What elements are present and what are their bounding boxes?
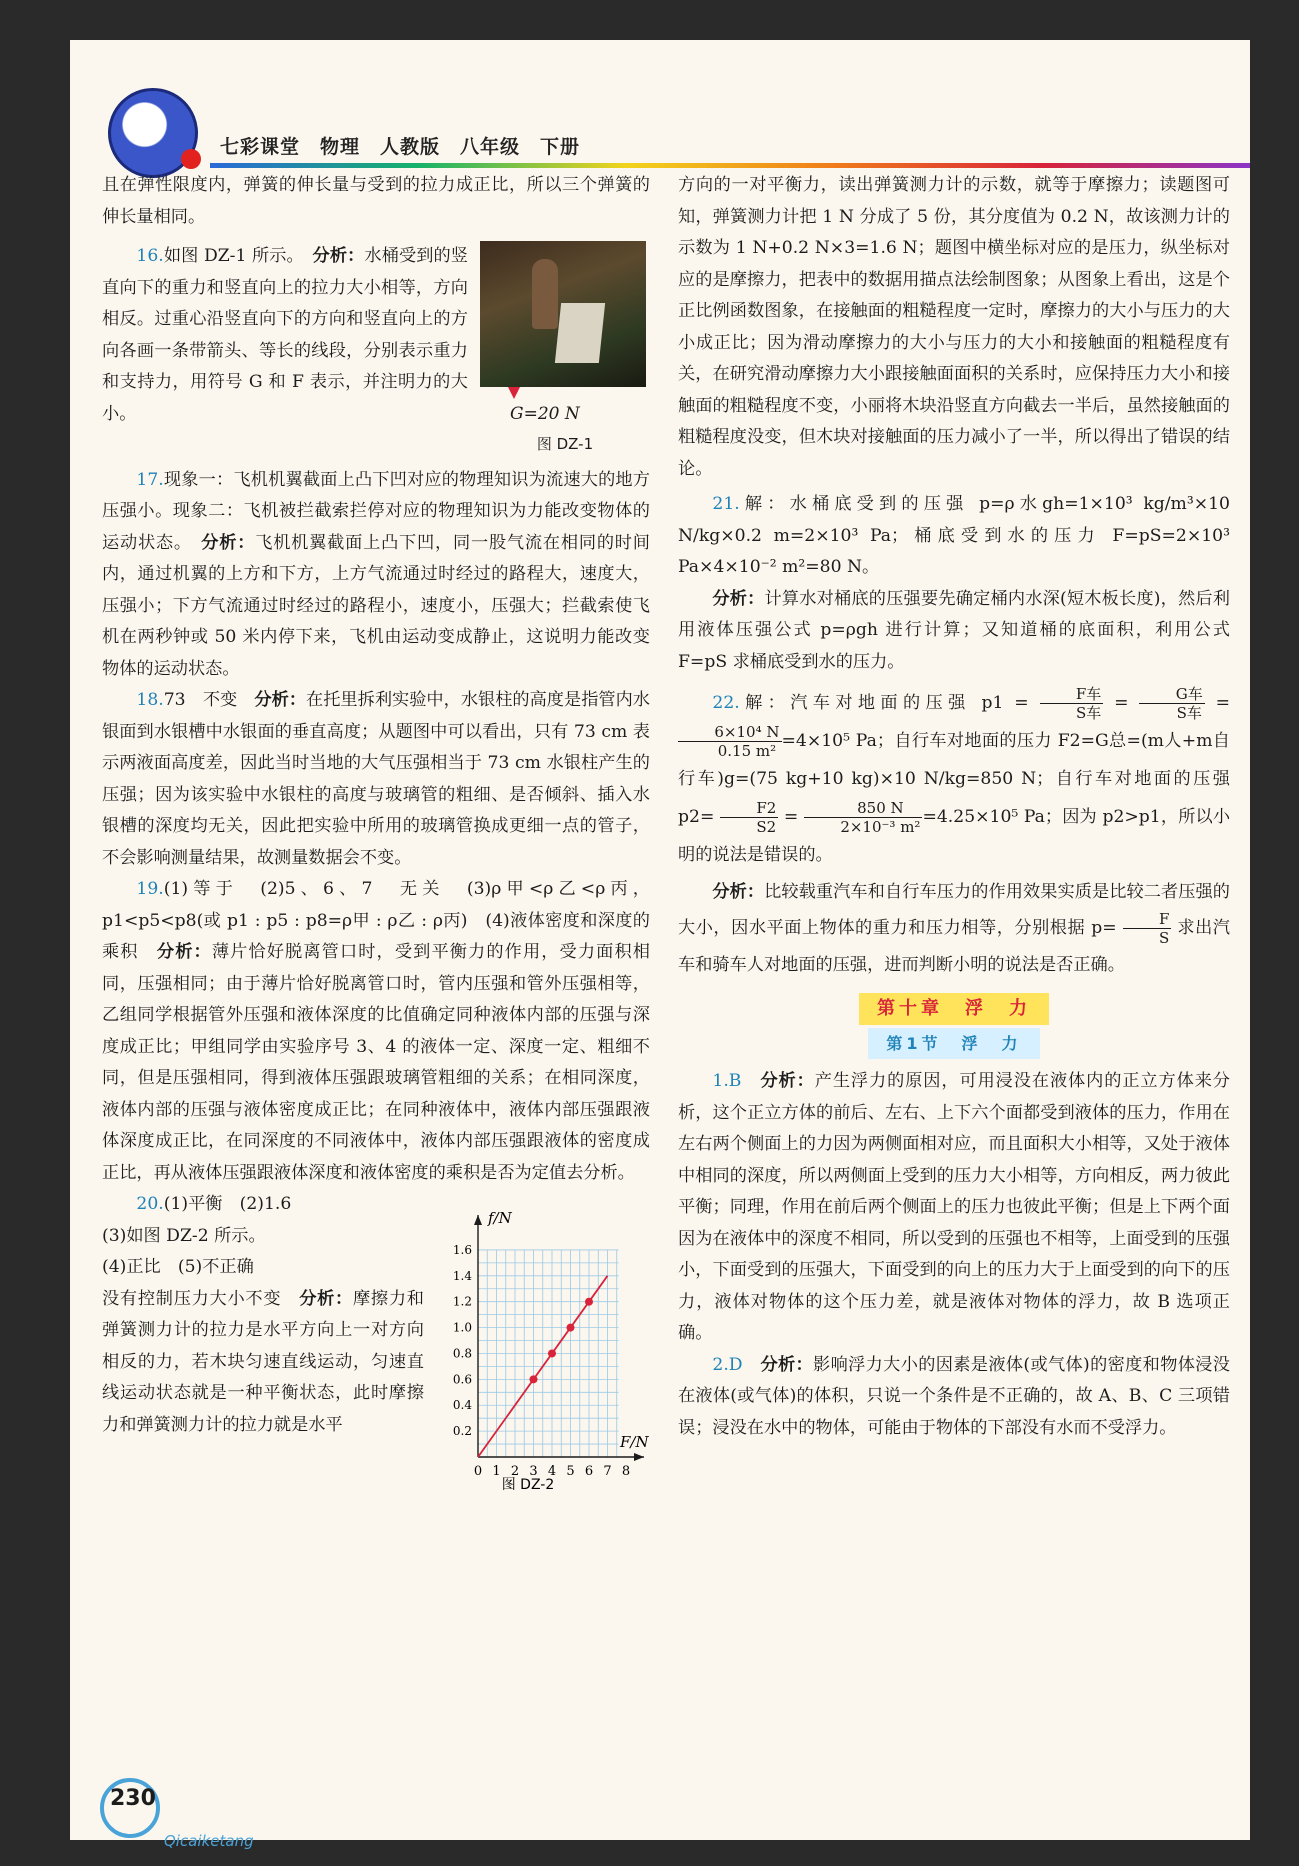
bucket-photo [480,241,646,387]
q22-frac4-top: F2 [720,799,778,818]
q20-line3: (4)正比 (5)不正确 [102,1257,254,1277]
x-tick-label: 2 [510,1464,520,1479]
q22-frac1-bottom: S车 [1075,704,1102,722]
header-title: 七彩课堂 物理 人教版 八年级 下册 [220,136,581,158]
page [70,40,1250,1850]
s1-number: 1.B [712,1071,742,1091]
gravity-arrow-icon [508,387,520,399]
q18-number: 18. [136,690,164,710]
y-tick-label: 1.2 [452,1294,472,1309]
y-tick-label: 1.6 [452,1242,472,1257]
q22-c: =4×10⁵ Pa；自行车对地面的压力 F2=G总=(m人+m自行车)g=(75 kg+10 kg)×10 N/kg=850 N；自行车对地面的压强 p2= [678,731,1230,827]
q20-analysis: 摩擦力和弹簧测力计的拉力是水平方向上一对方向相反的力，若木块匀速直线运动，匀速直线运动状态就是一种平衡状态，此时摩擦力和弹簧测力计的拉力就是水平 [102,1288,424,1435]
q22-frac4-bottom: S2 [756,818,777,836]
q22 [678,684,1230,874]
data-point [567,1324,575,1332]
data-point [548,1349,556,1357]
x-tick-label: 3 [529,1464,538,1479]
q22-frac2-top: G车 [1139,685,1204,704]
q18-analysis: 在托里拆利实验中，水银柱的高度是指管内水银面到水银槽中水银面的垂直高度；从题图中可以看出，只有 73 cm 表示两液面高度差，因此当时当地的大气压强相当于 73 cm 水银柱产生的压强；因为该实验中水银柱的高度与玻璃管的粗细、是否倾斜、插入水银槽的深度均无关，因此把实验中所用的玻璃管换成更细一点的管子，不会影响测量结果，故测量数据会不变。 [102,690,650,868]
q22-a: 解：汽车对地面的压强 p1 = [739,693,1029,713]
q22-analysis-block [678,874,1230,983]
q19-analysis-tag: 分析： [156,942,212,962]
q20-line2: (3)如图 DZ-2 所示。 [102,1225,266,1246]
s1-answer [678,1066,1230,1350]
q22-frac2-bottom: S车 [1176,704,1202,722]
q22-b: = [1215,693,1231,713]
x-axis-arrow-icon [634,1453,644,1461]
y-tick-label: 1.4 [452,1268,472,1283]
figure-dz2 [430,1189,650,1493]
chapter-title: 第十章 浮 力 [859,993,1049,1025]
q21-analysis: 计算水对桶底的压强要先确定桶内水深(短木板长度)，然后利用液体压强公式 p=ρgh 进行计算；又知道桶的底面积，利用公式 F=pS 求桶底受到水的压力。 [678,588,1230,672]
q22-frac6-top: F [1123,910,1172,929]
y-tick-label: 0.2 [452,1424,472,1439]
q21-analysis-tag: 分析： [712,588,765,609]
brand-text: Qicaiketang [164,1832,254,1850]
x-tick-label: 0 [473,1464,483,1479]
q22-eq2: = [783,807,799,827]
q22-frac6-bottom: S [1159,929,1170,947]
y-tick-label: 0.8 [452,1346,472,1361]
q22-analysis-a: 比较载重汽车和自行车压力的作用效果实质是比较二者压强的大小，因水平面上物体的重力和压力相等，分别根据 p= [678,882,1230,938]
q22-frac3-bottom: 0.15 m² [717,742,777,760]
q22-analysis-b: 求出汽车和骑车人对地面的压强，进而判断小明的说法是否正确。 [678,918,1230,975]
q16-analysis-tag: 分析： [312,246,365,266]
header [70,40,1250,160]
left-intro: 且在弹性限度内，弹簧的伸长量与受到的拉力成正比，所以三个弹簧的伸长量相同。 [102,175,650,227]
q21 [678,489,1230,584]
chart-caption: 图 DZ-2 [501,1477,555,1493]
data-point [585,1298,593,1306]
y-axis-arrow-icon [474,1215,482,1225]
fig1-caption: 图 DZ-1 [536,435,594,453]
q22-frac3-top: 6×10⁴ N [678,723,782,742]
q21-text: 解：水桶底受到的压强 p=ρ水gh=1×10³ kg/m³×10 N/kg×0.2 m=2×10³ Pa；桶底受到水的压力 F=pS=2×10³ Pa×4×10⁻² m²=80 N。 [678,494,1230,577]
q16-number: 16. [136,246,164,266]
q17 [102,465,650,686]
q18-analysis-tag: 分析： [254,690,307,710]
q20-line1: (1)平衡 (2)1.6 [163,1194,292,1214]
q22-d: =4.25×10⁵ Pa；因为 p2>p1，所以小明的说法是错误的。 [678,807,1231,865]
q22-frac5-bottom: 2×10⁻³ m² [840,818,921,836]
right-column [678,170,1230,1444]
q19-text: (1)等于 (2)5、6、7 无关 (3)ρ甲<ρ乙<ρ丙，p1<p5<p8(或 p1 : p5 : p8=ρ甲 : ρ乙 : ρ丙) (4)液体密度和深度的乘积 [102,879,650,962]
q22-eq: = [1114,693,1129,713]
s2-analysis: 影响浮力大小的因素是液体(或气体)的密度和物体浸没在液体(或气体)的体积，只说一个条件是不正确的，故 A、B、C 三项错误；浸没在水中的物体，可能由于物体的下部没有水而不受浮力。 [678,1354,1230,1438]
q17-number: 17. [136,469,164,490]
q21-analysis-block [678,584,1230,679]
q20-analysis-tag: 分析： [299,1288,353,1309]
x-tick-label: 8 [621,1464,631,1479]
q19-analysis: 薄片恰好脱离管口时，受到平衡力的作用，受力面积相同，压强相同；由于薄片恰好脱离管口时，管内压强和管外压强相等，乙组同学根据管外压强和液体深度的比值确定同种液体内部的压强与深度成正比；甲组同学由实验序号 3、4 的液体一定、深度一定、粗细不同，但是压强相同，得到液体压强跟玻璃管粗细的关系；在相同深度，液体内部的压强与液体密度成正比；在同种液体中，液体内部压强跟液体深度成正比，在同深度的不同液体中，液体内部压强跟液体的密度成正比，再从液体压强跟液体深度和液体密度的乘积是否为定值去分析。 [102,942,650,1183]
x-tick-label: 5 [566,1464,575,1479]
section-title: 第1节 浮 力 [868,1028,1039,1060]
s2-number: 2.D [712,1354,743,1375]
left-column [102,170,650,1493]
s1-analysis: 产生浮力的原因，可用浸没在液体内的正立方体来分析，这个正立方体的前后、左右、上下六个面都受到液体的压力，作用在左右两个侧面上的力因为两侧面相对应，而且面积大小相等，又处于液体中相同的深度，所以两侧面上受到的压力大小相等，方向相反，两力彼此平衡；同理，作用在前后两个侧面上的压力也彼此平衡；但是上下两个面因为在液体中的深度不相同，所以受到的压强也不相等，上面受到的压强小，下面受到的压强大，下面受到的向上的压力大于上面受到的向下的压力，液体对物体的这个压力差，就是液体对物体的浮力，故 B 选项正确。 [678,1071,1230,1343]
q18-text: 73 不变 [163,690,238,710]
y-axis-label: f/N [488,1209,512,1227]
q21-number: 21. [712,494,740,514]
page-number: 230 [110,1786,156,1811]
q16-analysis: 水桶受到的竖直向下的重力和竖直向上的拉力大小相等，方向相反。过重心沿竖直向下的方向和竖直向上的方向各画一条带箭头、等长的线段，分别表示重力和支持力，用符号 G 和 F 表示，并注明力的大小。 [102,246,468,424]
q17-analysis-tag: 分析： [201,532,256,553]
q19 [102,874,650,1189]
q17-text: 现象一：飞机机翼截面上凸下凹对应的物理知识为流速大的地方压强小。现象二：飞机被拦截索拦停对应的物理知识为力能改变物体的运动状态。 [102,469,650,553]
s1-analysis-tag: 分析： [760,1071,815,1091]
q22-analysis-tag: 分析： [712,882,765,902]
y-tick-label: 0.4 [452,1398,472,1413]
q18 [102,685,650,874]
x-axis-label: F/N [620,1433,649,1451]
rainbow-divider [210,163,1250,168]
q16-text: 如图 DZ-1 所示。 [163,246,296,266]
friction-chart [430,1189,650,1493]
y-tick-label: 1.0 [452,1320,472,1335]
q17-analysis: 飞机机翼截面上凸下凹，同一股气流在相同的时间内，通过机翼的上方和下方，上方气流通过时经过的路程大，速度大，压强小；下方气流通过时经过的路程小，速度小，压强大；拦截索使飞机在两秒钟或 50 米内停下来，飞机由运动变成静止，这说明力能改变物体的运动状态。 [102,532,650,679]
fig1-label: G=20 N [510,404,580,424]
q19-number: 19. [136,879,164,899]
data-point [530,1375,538,1383]
figure-dz1 [480,241,650,461]
panda-logo-icon [108,88,198,178]
y-tick-label: 0.6 [452,1372,472,1387]
q20-number: 20. [136,1194,164,1214]
right-p1: 方向的一对平衡力，读出弹簧测力计的示数，就等于摩擦力；读题图可知，弹簧测力计把 1 N 分成了 5 份，其分度值为 0.2 N，故该测力计的示数为 1 N+0.2 N×3=1.6 N；题图中横坐标对应的是压力，纵坐标对应的是摩擦力，把表中的数据用描点法绘制图象；从图象上看出，这是个正比例函数图象，在接触面的粗糙程度一定时，摩擦力的大小与压力的大小成正比；因为滑动摩擦力的大小与压力的大小和接触面的粗糙程度有关，在研究滑动摩擦力大小跟接触面面积的关系时，应保持压力大小和接触面的粗糙程度不变，小丽将木块沿竖直方向截去一半后，虽然接触面的粗糙程度没变，但木块对接触面的压力减小了一半，所以得出了错误的结论。 [678,175,1230,479]
q22-frac1-top: F车 [1040,685,1104,704]
q22-number: 22. [712,693,740,713]
x-tick-label: 7 [603,1464,612,1479]
s2-answer [678,1350,1230,1445]
q22-frac5-top: 850 N [804,799,923,818]
x-tick-label: 1 [492,1464,501,1479]
x-tick-label: 6 [584,1464,594,1479]
q20-line4: 没有控制压力大小不变 [102,1288,282,1309]
x-tick-label: 4 [547,1464,557,1479]
s2-analysis-tag: 分析： [760,1354,814,1375]
